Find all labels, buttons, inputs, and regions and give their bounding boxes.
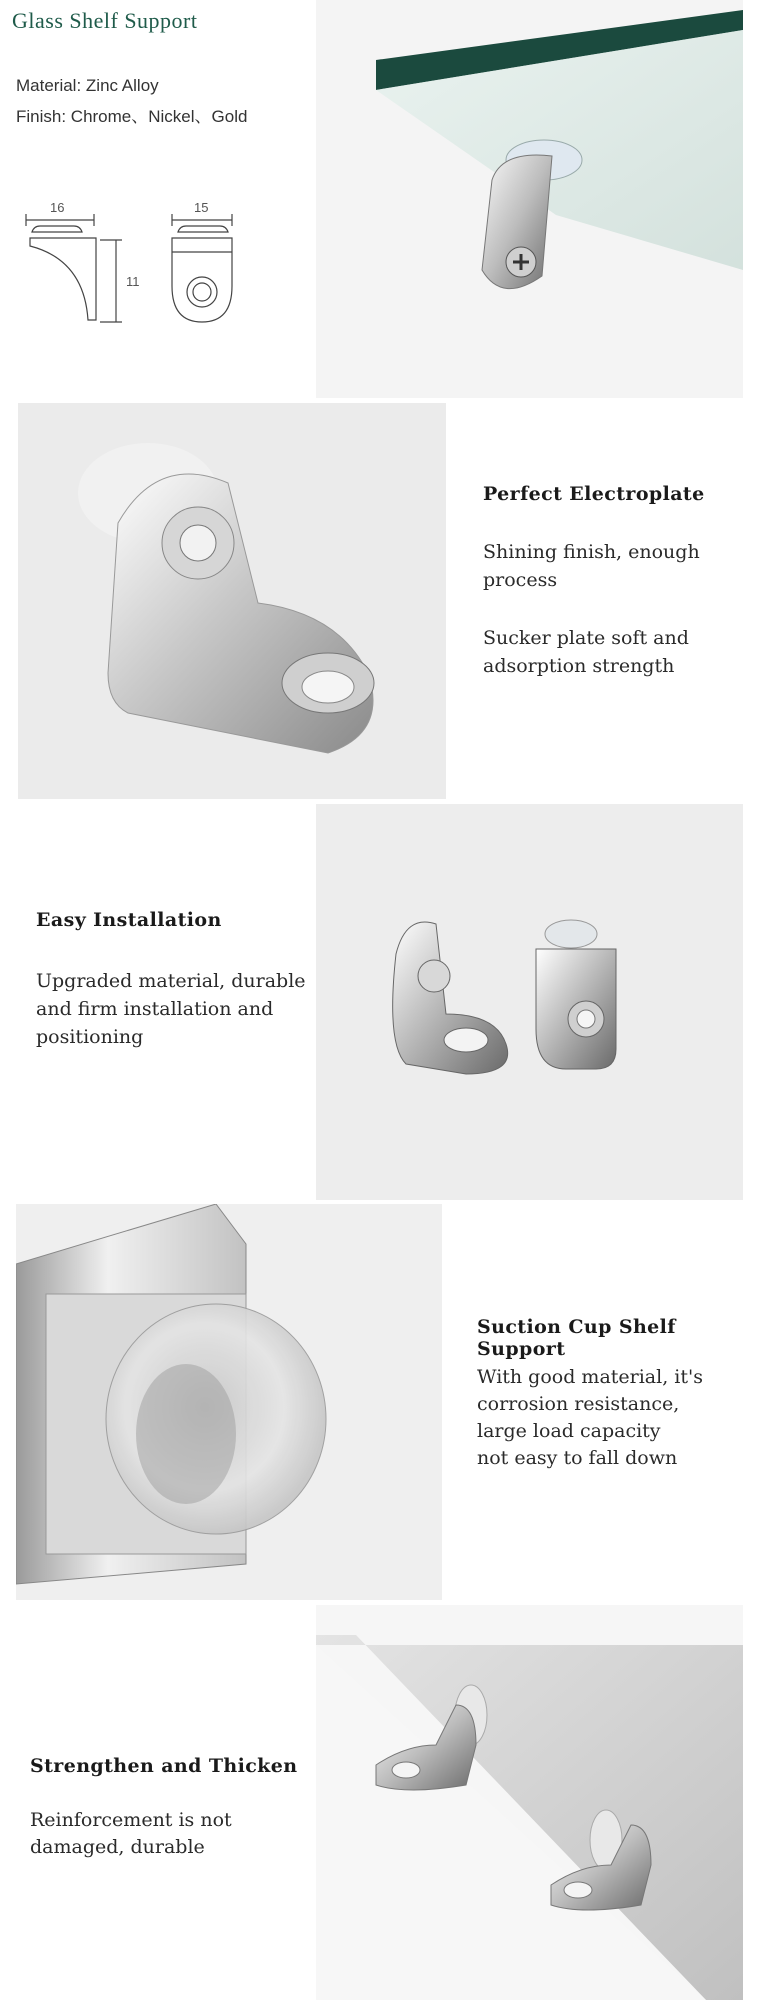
- bracket-closeup-illustration: [18, 403, 446, 799]
- finish-spec: Finish: Chrome、Nickel、Gold: [16, 107, 248, 126]
- section-text-electroplate-2: Sucker plate soft and adsorption strength: [483, 627, 689, 677]
- suction-cup-illustration: [16, 1204, 442, 1600]
- glass-shelf-illustration: [316, 0, 743, 398]
- section-text-suction: With good material, it's corrosion resistance, large load capacity not easy to fall down: [477, 1366, 703, 1469]
- section-text-electroplate-1: Shining finish, enough process: [483, 541, 700, 591]
- dim-width-left: 16: [50, 200, 65, 215]
- installed-brackets-illustration: [316, 1605, 743, 2000]
- section-heading-suction: Suction Cup Shelf Support: [477, 1316, 676, 1360]
- page-title: Glass Shelf Support: [12, 8, 198, 33]
- photo-two-brackets: [316, 804, 743, 1200]
- photo-bracket-closeup: [18, 403, 446, 799]
- section-text-installation: Upgraded material, durable and firm installation and positioning: [36, 970, 306, 1048]
- section-heading-installation: Easy Installation: [36, 909, 222, 931]
- photo-glass-shelf: [316, 0, 743, 398]
- section-heading-strengthen: Strengthen and Thicken: [30, 1755, 298, 1777]
- front-view-outline: [172, 214, 232, 322]
- section-text-strengthen: Reinforcement is not damaged, durable: [30, 1809, 232, 1858]
- dimension-drawing: [22, 200, 242, 340]
- dim-width-right: 15: [194, 200, 209, 215]
- dim-height: 11: [126, 274, 140, 289]
- photo-installed-brackets: [316, 1605, 743, 2000]
- material-spec: Material: Zinc Alloy: [16, 76, 159, 95]
- section-heading-electroplate: Perfect Electroplate: [483, 483, 705, 505]
- two-brackets-illustration: [316, 804, 743, 1200]
- photo-suction-cup: [16, 1204, 442, 1600]
- side-view-outline: [26, 214, 122, 322]
